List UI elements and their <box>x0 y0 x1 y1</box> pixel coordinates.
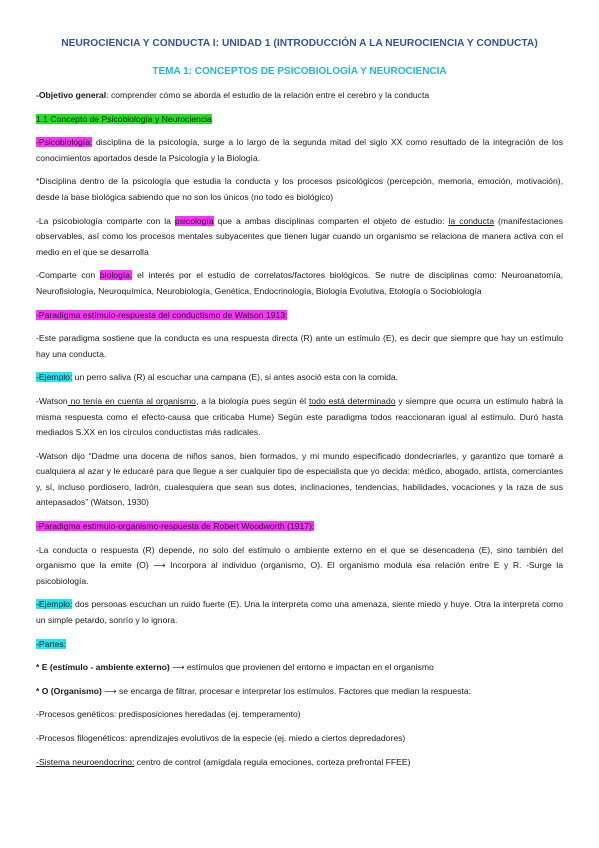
watson-post: y siempre que ocurra un estímulo habrá la misma respuesta como el efecto-causa que criticaba Hume) Según este paradigma todos reaccionaran igual al estímulo. Duró hasta mediados S.XX en los círculos conductistas más radicales. <box>36 395 563 438</box>
comparte-post: (manifestaciones observables, así como los procesos mentales subyacentes que tienen lugar cuando un organismo se relaciona de manera activa con el medio en el que se desarrolla <box>36 215 563 257</box>
psicobiologia-label: -Psicobiología: <box>36 137 93 148</box>
objective-text: : comprender cómo se aborda el estudio de la relación entre el cerebro y la conducta <box>106 90 430 100</box>
watson-underline-2: todo está determinado <box>308 395 396 406</box>
document-subtitle: TEMA 1: CONCEPTOS DE PSICOBIOLOGÍA Y NEUROCIENCIA <box>152 66 447 77</box>
filogeneticos-paragraph: -Procesos filogenéticos: aprendizajes evolutivos de la especie (ej. miedo a ciertos depredadores) <box>36 733 406 743</box>
biologia-paragraph <box>36 268 563 299</box>
sistema-paragraph <box>36 755 563 771</box>
section-1-1-heading: 1.1 Concepto de Psicobiología y Neurociencia <box>36 113 212 124</box>
woodworth-heading-paragraph <box>36 519 563 535</box>
biologia-pre: -Comparte con <box>36 270 100 281</box>
o-paragraph <box>36 684 563 700</box>
o-text: ⟶ se encarga de filtrar, procesar e interpretar los estímulos. Factores que median la respuesta: <box>101 685 472 696</box>
disciplina-paragraph: *Disciplina dentro de la psicología que estudia la conducta y los procesos psicológicos (percepción, memoria, emoción, motivación), desde la base biológica sabiendo que no son los únicos (no todo es biológico) <box>36 176 563 202</box>
watson-heading-paragraph <box>36 308 563 324</box>
ejemplo2-label: -Ejemplo: <box>36 599 73 610</box>
conducta-paragraph: -La conducta o respuesta (R) depende, no solo del estímulo o ambiente externo en el que se desencadena (E), sino también del organismo que la emite (O) ⟶ Incorpora al individuo (organismo, O). El organismo modula esa relación entre E y R. -Surge la psicobiología. <box>36 544 563 586</box>
watson-heading: -Paradigma estímulo-respuesta del conductismo de Watson 1913: <box>36 309 288 320</box>
la-conducta-underline: la conducta <box>448 215 495 226</box>
geneticos-paragraph: -Procesos genéticos: predisposiciones heredadas (ej. temperamento) <box>36 709 301 720</box>
section-heading <box>36 112 563 128</box>
o-label: * O (Organismo) <box>36 685 102 696</box>
partes-heading: -Partes: <box>36 638 67 649</box>
ejemplo1-paragraph <box>36 370 563 386</box>
document-title: NEUROCIENCIA Y CONDUCTA I: UNIDAD 1 (INTRODUCCIÓN A LA NEUROCIENCIA Y CONDUCTA) <box>61 38 538 49</box>
psicobiologia-text: disciplina de la psicología, surge a lo largo de la segunda mitad del siglo XX como resultado de la integración de los conocimientos aportados desde la Psicología y la Biología. <box>36 137 563 163</box>
ejemplo1-text: un perro saliva (R) al escuchar una campana (E), si antes asoció esta con la comida. <box>72 372 399 383</box>
objective-label: -Objetivo general <box>36 90 107 100</box>
watson-pre: -Watson <box>36 395 68 406</box>
objective-paragraph <box>36 88 563 104</box>
ejemplo2-text: dos personas escuchan un ruido fuerte (E). Una la interpreta como una amenaza, siente miedo y huye. Otra la interpreta como un simple petardo, sonrío y lo ignora. <box>36 599 563 626</box>
e-label: * E (estímulo - ambiente externo) <box>36 662 170 673</box>
woodworth-heading: -Paradigma estímulo-organismo-respuesta de Robert Woodworth (1917): <box>36 521 315 532</box>
biologia-post: el interés por el estudio de correlatos/factores biológicos. Se nutre de disciplinas como: Neuroanatomía, Neurofisiología, Neuroquímica, Neurobiología, Genética, Endocrinología, Biología Evolutiva, Etología o Sociobiología <box>36 270 563 296</box>
paradigma-paragraph: -Este paradigma sostiene que la conducta es una respuesta directa (R) ante un estímulo (E), es decir que siempre que hay un estímulo hay una conducta. <box>36 333 563 359</box>
partes-heading-paragraph <box>36 637 563 653</box>
quote-paragraph: -Watson dijo “Dadme una docena de niños sanos, bien formados, y mi mundo especificado dondecriarles, y garantizo que tomaré a cualquiera al azar y le educaré para que llegue a ser cualquier tipo de especialista que yo decida: médico, abogado, artista, comerciantes y, sí, incluso pordiosero, ladrón, cualesquiera que sean sus dotes, inclinaciones, tendencias, habilidades, vocaciones y la raza de sus antepasados” (Watson, 1930) <box>36 450 563 508</box>
sistema-text: centro de control (amígdala regula emociones, corteza prefrontal FFEE) <box>134 756 411 767</box>
e-text: ⟶ estímulos que provienen del entorno e impactan en el organismo <box>169 662 434 673</box>
sistema-label: -Sistema neuroendocrino: <box>36 756 135 767</box>
biologia-highlight: biología: <box>99 270 133 281</box>
comparte-mid: que a ambas disciplinas comparten el objeto de estudio: <box>213 215 449 226</box>
watson-mid: , a la biología pues según él <box>195 395 309 406</box>
comparte-pre: -La psicobiología comparte con la <box>36 215 175 226</box>
document-body <box>36 88 563 778</box>
watson-paragraph <box>36 394 563 441</box>
ejemplo1-label: -Ejemplo: <box>36 372 73 383</box>
comparte-paragraph <box>36 214 563 261</box>
psicologia-highlight: psicología <box>174 215 214 226</box>
psicobiologia-paragraph <box>36 135 563 166</box>
ejemplo2-paragraph <box>36 597 563 628</box>
e-paragraph <box>36 660 563 676</box>
watson-underline-1: no tenía en cuenta al organismo <box>67 395 196 406</box>
